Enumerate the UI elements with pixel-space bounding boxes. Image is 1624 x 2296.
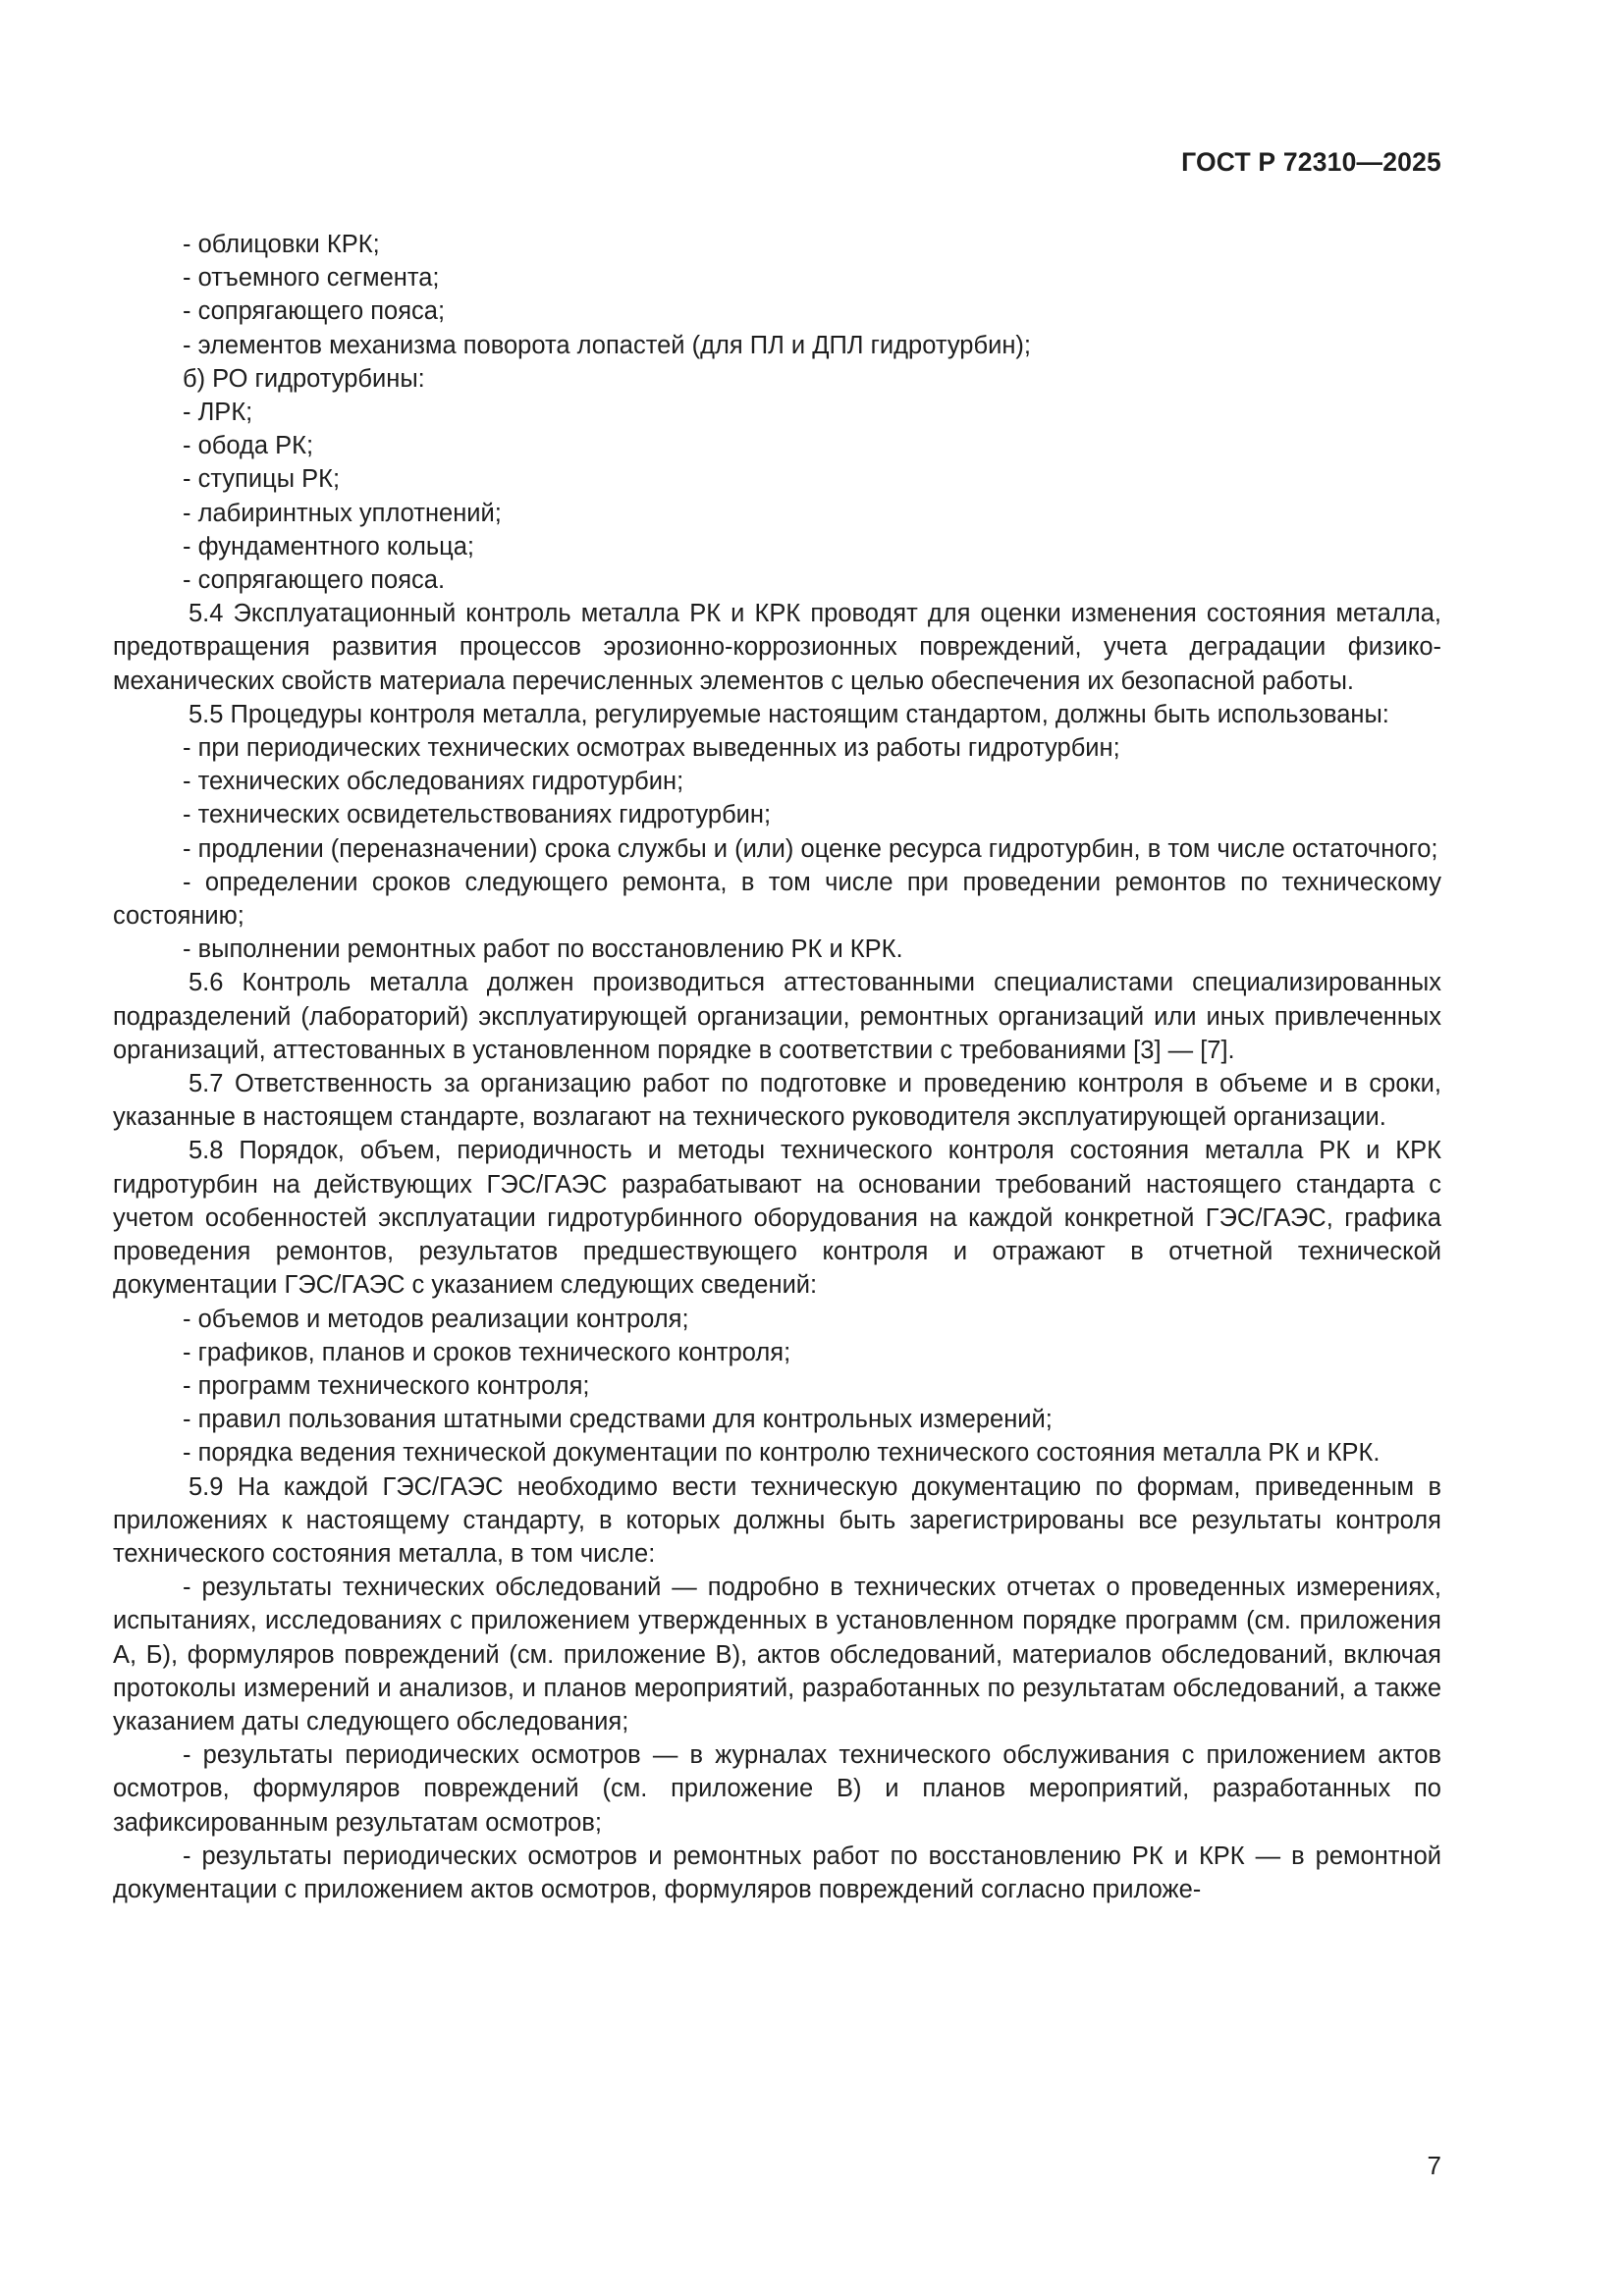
section-paragraph-5-9: 5.9 На каждой ГЭС/ГАЭС необходимо вести техническую документацию по формам, приведенным в приложениях к настоящему стандарту, в которых должны быть зарегистрированы все результаты контроля технического состояния металла, в том числе: xyxy=(113,1472,1441,1568)
list-item: - продлении (переназначении) срока службы и (или) оценке ресурса гидротурбин, в том числе остаточного; xyxy=(183,834,1438,863)
list-item: - технических обследованиях гидротурбин; xyxy=(183,768,684,796)
list-item: - сопрягающего пояса. xyxy=(183,566,446,595)
list-item: - сопрягающего пояса; xyxy=(183,297,446,326)
page-number: 7 xyxy=(1427,2151,1441,2180)
list-item: - определении сроков следующего ремонта, в том числе при проведении ремонтов по техническому состоянию; xyxy=(113,868,1441,931)
list-item: - лабиринтных уплотнений; xyxy=(183,499,502,527)
list-subheading: б) РО гидротурбины: xyxy=(183,364,425,393)
list-item: - графиков, планов и сроков технического контроля; xyxy=(183,1338,791,1366)
document-code-header: ГОСТ Р 72310—2025 xyxy=(1181,147,1441,177)
list-item: - облицовки КРК; xyxy=(183,231,380,258)
list-item: - объемов и методов реализации контроля; xyxy=(183,1305,689,1333)
list-item: - фундаментного кольца; xyxy=(183,532,475,561)
list-item: - правил пользования штатными средствами для контрольных измерений; xyxy=(183,1406,1053,1434)
list-item: - при периодических технических осмотрах выведенных из работы гидротурбин; xyxy=(183,734,1120,763)
section-paragraph-5-8: 5.8 Порядок, объем, периодичность и методы технического контроля состояния металла РК и КРК гидротурбин на действующих ГЭС/ГАЭС разрабатывают на основании требований настоящего стандарта с учетом особенностей эксплуатации гидротурбинного оборудования на каждой конкретной ГЭС/ГАЭС, графика проведения ремонтов, результатов предшествующего контроля и отражают в отчетной технической документации ГЭС/ГАЭС с указанием следующих сведений: xyxy=(113,1137,1441,1300)
section-paragraph-5-7: 5.7 Ответственность за организацию работ по подготовке и проведению контроля в объеме и в сроки, указанные в настоящем стандарте, возлагают на технического руководителя эксплуатирующей организации. xyxy=(113,1070,1441,1132)
list-item: - результаты технических обследований — подробно в технических отчетах о проведенных измерениях, испытаниях, исследованиях с приложением утвержденных в установленном порядке программ (см. приложения А, Б), формуляров повреждений (см. приложение В), актов обследований, материалов обследований, включая протоколы измерений и анализов, и планов мероприятий, разработанных по результатам обследований, а также указанием даты следующего обследования; xyxy=(113,1574,1441,1735)
document-body xyxy=(113,228,1441,1906)
list-item: - технических освидетельствованиях гидротурбин; xyxy=(183,801,772,829)
list-item: - элементов механизма поворота лопастей (для ПЛ и ДПЛ гидротурбин); xyxy=(183,331,1031,359)
list-item: - ЛРК; xyxy=(183,399,253,427)
list-item: - результаты периодических осмотров — в журналах технического обслуживания с приложением актов осмотров, формуляров повреждений (см. приложение В) и планов мероприятий, разработанных по зафиксированным результатам осмотров; xyxy=(113,1741,1441,1837)
section-paragraph-5-4: 5.4 Эксплуатационный контроль металла РК и КРК проводят для оценки изменения состояния металла, предотвращения развития процессов эрозионно-коррозионных повреждений, учета деградации физико-механических свойств материала перечисленных элементов с целью обеспечения их безопасной работы. xyxy=(113,600,1441,695)
list-item: - обода РК; xyxy=(183,432,314,460)
section-paragraph-5-6: 5.6 Контроль металла должен производиться аттестованными специалистами специализированных подразделений (лабораторий) эксплуатирующей организации, ремонтных организаций или иных привлеченных организаций, аттестованных в установленном порядке в соответствии с требованиями [3] — [7]. xyxy=(113,969,1441,1064)
section-paragraph-5-5: 5.5 Процедуры контроля металла, регулируемые настоящим стандартом, должны быть использованы: xyxy=(189,700,1389,728)
list-item: - порядка ведения технической документации по контролю технического состояния металла РК и КРК. xyxy=(183,1439,1380,1468)
list-item: - ступицы РК; xyxy=(183,465,341,494)
list-item: - программ технического контроля; xyxy=(183,1371,590,1400)
list-item: - результаты периодических осмотров и ремонтных работ по восстановлению РК и КРК — в ремонтной документации с приложением актов осмотров, формуляров повреждений согласно приложе- xyxy=(113,1842,1441,1903)
list-item: - отъемного сегмента; xyxy=(183,264,440,293)
list-item: - выполнении ремонтных работ по восстановлению РК и КРК. xyxy=(183,935,903,964)
